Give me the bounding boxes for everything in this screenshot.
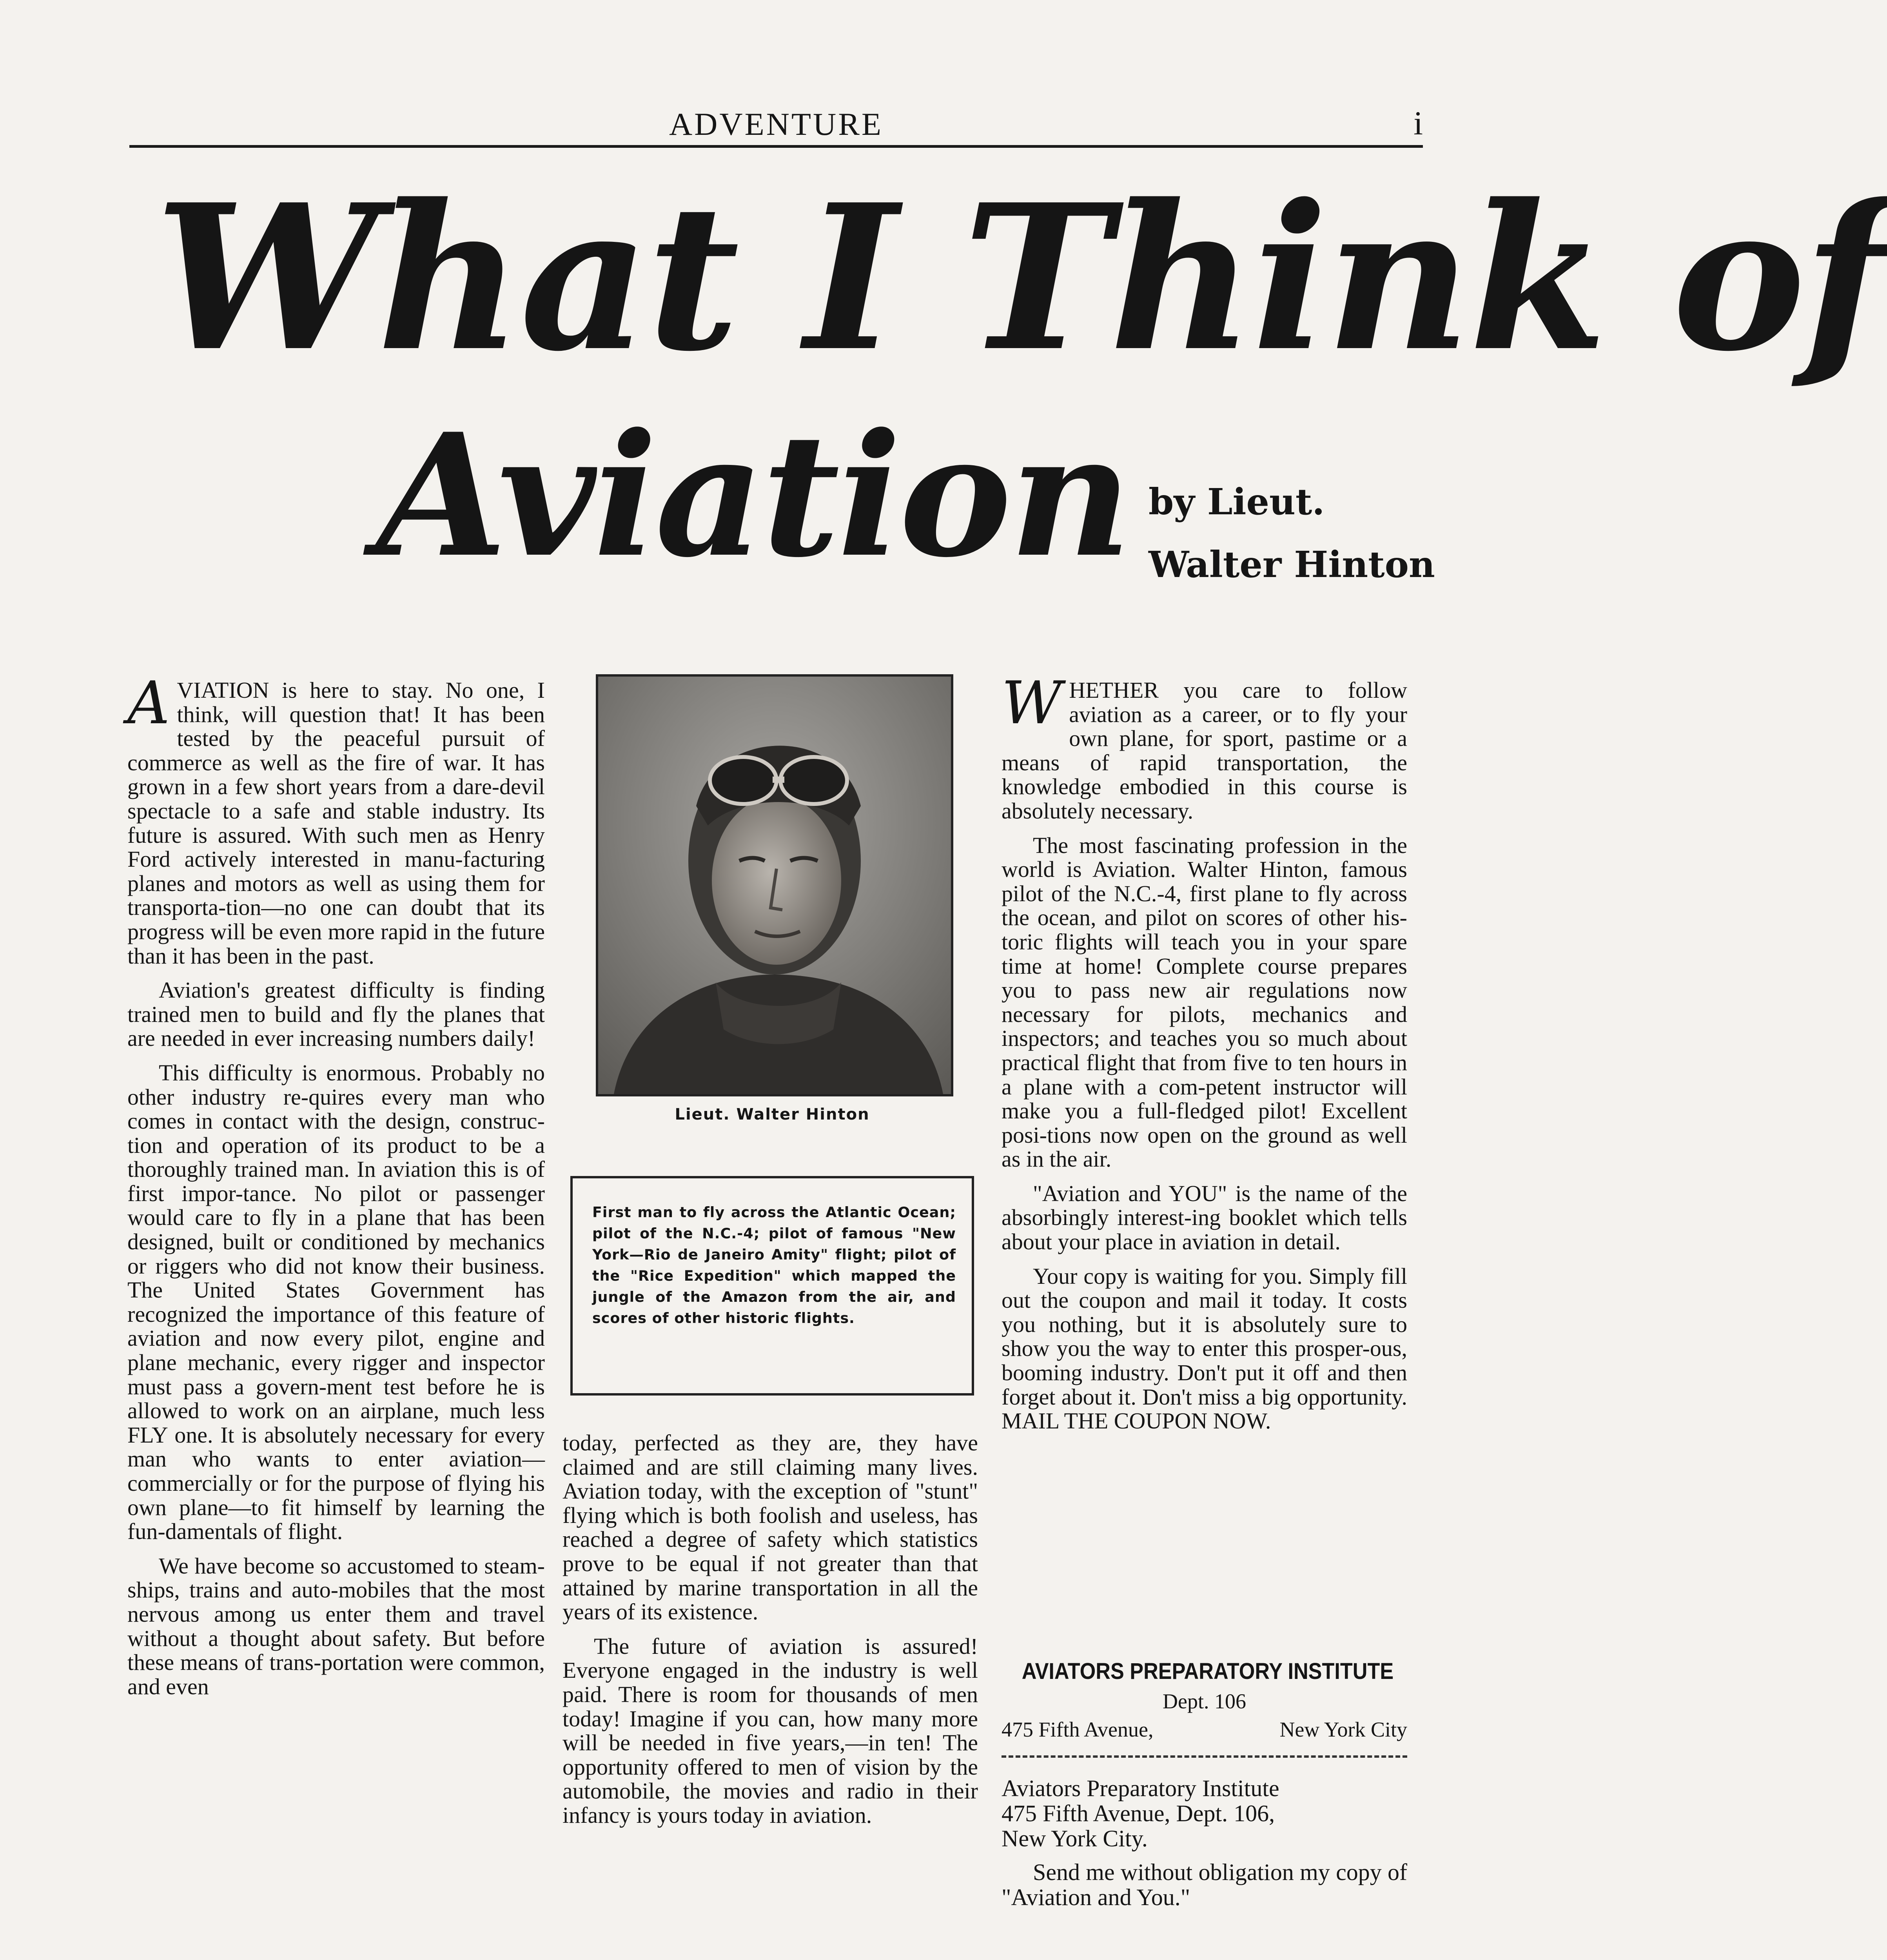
- institute-name: AVIATORS PREPARATORY INSTITUTE: [1022, 1659, 1394, 1684]
- byline-author: Walter Hinton: [1149, 543, 1435, 586]
- institute-address: [1002, 1717, 1407, 1742]
- left-paragraph-1: VIATION is here to stay. No one, I think, will question that! It has been tested by the peaceful pursuit of commerce as well as the fire of war. It has grown in a few short years from a dare-devil spectacle to a safe and stable industry. Its future is assured. With such men as Henry Ford actively interested in manu-facturing planes and motors as well as using them for transporta-tion—no one can doubt that its progress will be even more rapid in the future than it has been in the past.: [127, 677, 545, 969]
- institute-block: [1002, 1658, 1407, 1742]
- right-paragraph-4: Your copy is waiting for you. Simply fill out the coupon and mail it today. It costs you nothing, but it is absolutely sure to show you the way to enter this prosper-ous, booming industry. Don't put it off and then forget about it. Don't miss a big opportunity. MAIL THE COUPON NOW.: [1002, 1263, 1407, 1434]
- credits-box: [570, 1176, 974, 1396]
- coupon-street: 475 Fifth Avenue, Dept. 106,: [1002, 1800, 1275, 1826]
- photo-caption: Lieut. Walter Hinton: [675, 1105, 870, 1123]
- middle-paragraph-2: The future of aviation is assured! Everyone engaged in the industry is well paid. There is room for thousands of men today! Imagine if you can, how many more will be needed in five years,—in ten! The opportunity offered to men of vision by the automobile, the movies and radio in their infancy is yours today in aviation.: [562, 1633, 978, 1828]
- middle-paragraph-1: today, perfected as they are, they have claimed and are still claiming many lives. Aviation today, with the exception of "stunt" flying which is both foolish and useless, has reached a degree of safety which statistics prove to be equal if not greater than that attained by marine transportation in all the years of its existence.: [562, 1430, 978, 1625]
- magazine-name: ADVENTURE: [669, 106, 884, 142]
- byline-rank: by Lieut.: [1149, 481, 1325, 523]
- portrait-photo: [596, 674, 953, 1096]
- right-paragraph-3: "Aviation and YOU" is the name of the absorbingly interest-ing booklet which tells about your place in aviation in detail.: [1002, 1180, 1407, 1255]
- coupon-addressee: Aviators Preparatory Institute: [1002, 1775, 1279, 1801]
- coupon-request: Send me without obligation my copy of "Aviation and You.": [1002, 1859, 1407, 1910]
- page-number: i: [1413, 104, 1423, 142]
- left-column: [127, 669, 545, 1709]
- drop-cap-a: A: [127, 669, 170, 737]
- institute-street: 475 Fifth Avenue,: [1002, 1718, 1154, 1741]
- credits-text: First man to fly across the Atlantic Ocean; pilot of the N.C.-4; pilot of famous "New York—Rio de Janeiro Amity" flight; pilot of the "Rice Expedition" which mapped the jungle of the Amazon from the air, and scores of other historic flights.: [592, 1204, 956, 1327]
- headline-line-1: What I Think of: [155, 161, 1887, 396]
- left-paragraph-4: We have become so accustomed to steam-ships, trains and auto-mobiles that the most nervous among us enter them and travel without a thought about safety. But before these means of trans-portation were common, and even: [127, 1553, 545, 1699]
- pilot-portrait-image: [598, 677, 951, 1094]
- middle-column: [562, 1431, 978, 1838]
- left-paragraph-2: Aviation's greatest difficulty is finding trained men to build and fly the planes that are needed in ever increasing numbers daily!: [127, 977, 545, 1051]
- right-column: [1002, 669, 1407, 1443]
- institute-dept: Dept. 106: [1163, 1690, 1246, 1713]
- left-paragraph-3: This difficulty is enormous. Probably no other industry re-quires every man who comes in contact with the design, construc-tion and operation of its product to be a thoroughly trained man. In aviation this is of first impor-tance. No pilot or passenger would care to fly in a plane that has been designed, built or conditioned by mechanics or riggers who did not know their business. The United States Government has recognized the importance of this feature of aviation and now every pilot, engine and plane mechanic, every rigger and inspector must pass a govern-ment test before he is allowed to work on an airplane, much less FLY one. It is absolutely necessary for every man who wants to enter aviation—commercially or for the purpose of flying his own plane—to fit himself by learning the fun-damentals of flight.: [127, 1060, 545, 1544]
- institute-city: New York City: [1279, 1718, 1407, 1741]
- right-paragraph-2: The most fascinating profession in the world is Aviation. Walter Hinton, famous pilot of the N.C.-4, first plane to fly across the ocean, and pilot on scores of other his-toric flights will teach you in your spare time at home! Complete course prepares you to pass new air regulations now necessary for pilots, mechanics and inspectors; and teaches you so much about practical flight that from five to ten hours in a plane with a com-petent instructor will make you a full-fledged pilot! Excellent posi-tions now open on the ground as well as in the air.: [1002, 832, 1407, 1172]
- right-paragraph-1: HETHER you care to follow aviation as a career, or to fly your own plane, for sport, pastime or a means of rapid transportation, the knowledge embodied in this course is absolutely necessary.: [1002, 677, 1407, 824]
- coupon: [1002, 1776, 1407, 1910]
- coupon-cut-line: [1002, 1755, 1407, 1758]
- headline-line-2: Aviation: [376, 397, 1130, 595]
- drop-cap-w: W: [1002, 669, 1062, 737]
- running-head: [129, 98, 1423, 148]
- coupon-city: New York City.: [1002, 1826, 1148, 1851]
- byline: [1149, 470, 1435, 596]
